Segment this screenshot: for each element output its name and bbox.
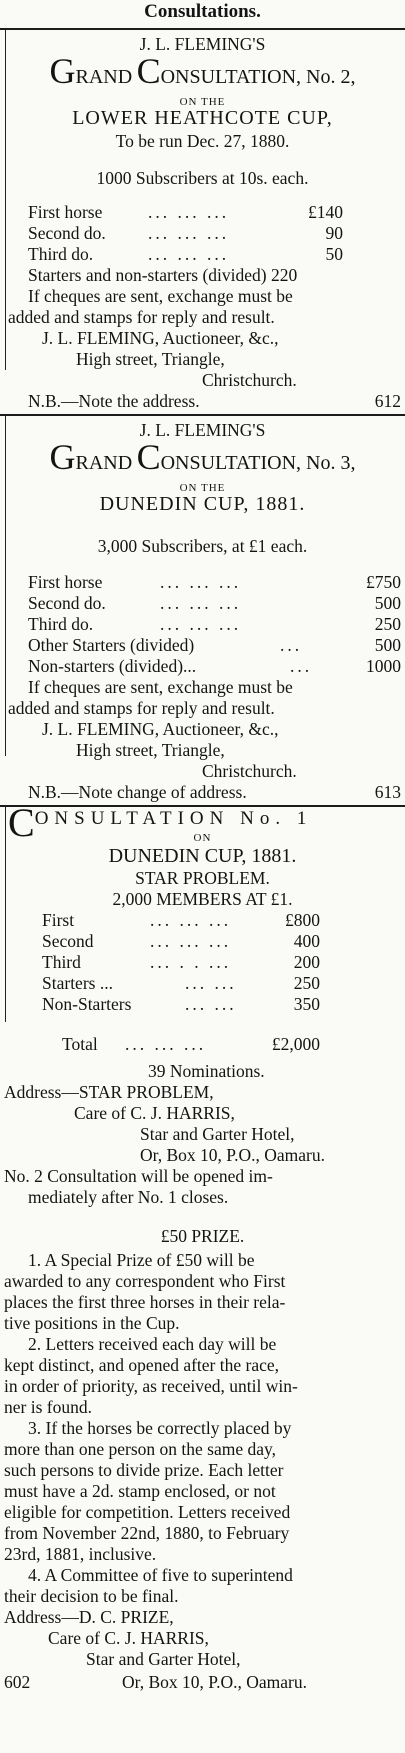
prize-amount: £750 <box>366 572 401 592</box>
prize-dots: ... <box>280 635 303 655</box>
event-name: DUNEDIN CUP, 1881. <box>99 493 306 515</box>
ad-heading <box>0 437 405 478</box>
total-label: Total <box>62 1034 98 1054</box>
prize-amount: £140 <box>308 202 343 222</box>
dropcap-c: C <box>8 800 35 845</box>
prize-label: Third <box>42 952 81 972</box>
prize-amount: 500 <box>374 635 401 655</box>
nb-note: N.B.—Note the address. <box>28 391 200 411</box>
rule-line: must have a 2d. stamp enclosed, or not <box>4 1481 276 1501</box>
prize-label: Non-Starters <box>42 994 132 1014</box>
prize-label: First <box>42 910 75 930</box>
address-line: Care of C. J. HARRIS, <box>48 1628 209 1648</box>
town: Christchurch. <box>202 761 297 781</box>
prize-dots: ... ... ... <box>148 244 230 264</box>
subscribers: 1000 Subscribers at 10s. each. <box>96 168 309 188</box>
issuer: J. L. FLEMING'S <box>139 34 266 54</box>
rule-line: kept distinct, and opened after the race, <box>4 1355 280 1375</box>
heading-word: ONSULTATION, No. 2, <box>160 66 356 88</box>
heading-word: RAND <box>75 66 133 88</box>
address-line: Or, Box 10, P.O., Oamaru. <box>122 1672 307 1692</box>
rule-line: in order of priority, as received, until win- <box>4 1376 298 1396</box>
prize-dots: ... ... ... <box>150 931 232 951</box>
rule-line: 3. If the horses be correctly placed by <box>28 1418 292 1438</box>
prize-label: First horse <box>28 572 103 592</box>
event-name: LOWER HEATHCOTE CUP, <box>72 107 333 129</box>
prize-title: £50 PRIZE. <box>160 1226 245 1246</box>
prize-label: Other Starters (divided) <box>28 635 195 655</box>
address-line: Care of C. J. HARRIS, <box>74 1103 235 1123</box>
address-line: Or, Box 10, P.O., Oamaru. <box>140 1145 325 1165</box>
rule-line: 1. A Special Prize of £50 will be <box>28 1250 255 1270</box>
address-line: Star and Garter Hotel, <box>86 1649 241 1669</box>
prize-dots: ... . . ... <box>150 952 232 972</box>
prize-amount: 200 <box>293 952 320 972</box>
cheque-note: If cheques are sent, exchange must be <box>28 286 293 306</box>
on-the: ON THE <box>179 96 226 108</box>
subscribers: 3,000 Subscribers, at £1 each. <box>97 536 308 556</box>
top-rule <box>0 28 405 30</box>
members: 2,000 MEMBERS AT £1. <box>112 889 293 909</box>
cheque-note: added and stamps for reply and result. <box>8 698 275 718</box>
rule-line: from November 22nd, 1880, to February <box>4 1523 290 1543</box>
ad-ref: 613 <box>374 782 401 802</box>
address-line: Address—D. C. PRIZE, <box>4 1607 174 1627</box>
prize-label: Third do. <box>28 244 94 264</box>
section-title: Consultations. <box>144 1 261 22</box>
advert-divider <box>0 414 405 416</box>
prize-dots: ... ... <box>185 994 237 1014</box>
nominations: 39 Nominations. <box>148 1061 265 1081</box>
note-line: mediately after No. 1 closes. <box>28 1187 229 1207</box>
prize-amount: 1000 <box>366 656 401 676</box>
prize-label: First horse <box>28 202 103 222</box>
total-amount: £2,000 <box>271 1034 320 1054</box>
rule-line: 4. A Committee of five to superintend <box>28 1565 293 1585</box>
dropcap-c: C <box>136 437 161 477</box>
total-dots: ... ... ... <box>125 1034 207 1054</box>
on-the: ON THE <box>179 482 226 494</box>
prize-amount: 250 <box>293 973 320 993</box>
prize-label: Starters ... <box>42 973 113 993</box>
cheque-note: added and stamps for reply and result. <box>8 307 275 327</box>
rule-line: places the first three horses in their rela- <box>4 1292 286 1312</box>
dropcap-c: C <box>136 51 161 91</box>
prize-amount: 50 <box>325 244 343 264</box>
prize-amount: £800 <box>285 910 320 930</box>
rule-line: awarded to any correspondent who First <box>4 1271 286 1291</box>
auctioneer: J. L. FLEMING, Auctioneer, &c., <box>42 719 279 739</box>
on: ON <box>193 832 212 844</box>
ad-heading <box>0 51 405 92</box>
prize-dots: ... ... <box>185 973 237 993</box>
nb-note: N.B.—Note change of address. <box>28 782 247 802</box>
prize-label: Second <box>42 931 94 951</box>
rule-line: 23rd, 1881, inclusive. <box>4 1544 157 1564</box>
rule-line: their decision to be final. <box>4 1586 179 1606</box>
run-date: To be run Dec. 27, 1880. <box>115 131 290 151</box>
prize-label: Second do. <box>28 593 106 613</box>
heading-word: ONSULTATION, No. 3, <box>160 452 356 474</box>
ad-ref: 612 <box>374 391 401 411</box>
rule-line: eligible for competition. Letters received <box>4 1502 291 1522</box>
rule-line: tive positions in the Cup. <box>4 1313 180 1333</box>
prize-dots: ... ... ... <box>148 202 230 222</box>
prize-dots: ... ... ... <box>160 614 242 634</box>
auctioneer: J. L. FLEMING, Auctioneer, &c., <box>42 328 279 348</box>
prize-dots: ... ... ... <box>150 910 232 930</box>
ad-ref: 602 <box>4 1672 31 1692</box>
event-name: DUNEDIN CUP, 1881. <box>108 845 297 867</box>
heading-word: RAND <box>75 452 133 474</box>
dropcap-g: G <box>49 437 76 477</box>
dropcap-g: G <box>49 51 76 91</box>
advert-divider <box>0 805 405 807</box>
prize-amount: 350 <box>293 994 320 1014</box>
prize-amount: 90 <box>325 223 343 243</box>
rule-line: such persons to divide prize. Each letter <box>4 1460 284 1480</box>
prize-amount: 400 <box>293 931 320 951</box>
issuer: J. L. FLEMING'S <box>139 420 266 440</box>
prize-dots: ... ... ... <box>160 593 242 613</box>
starters-line: Starters and non-starters (divided) 220 <box>28 265 298 285</box>
prize-amount: 250 <box>374 614 401 634</box>
consultation-name: STAR PROBLEM. <box>135 868 270 888</box>
prize-label: Non-starters (divided)... <box>28 656 197 676</box>
prize-label: Second do. <box>28 223 106 243</box>
prize-dots: ... ... ... <box>160 572 242 592</box>
prize-amount: 500 <box>374 593 401 613</box>
town: Christchurch. <box>202 370 297 390</box>
cheque-note: If cheques are sent, exchange must be <box>28 677 293 697</box>
heading-word: ONSULTATION No. 1 <box>34 808 313 829</box>
address-line: Star and Garter Hotel, <box>140 1124 295 1144</box>
prize-label: Third do. <box>28 614 94 634</box>
street: High street, Triangle, <box>76 349 225 369</box>
street: High street, Triangle, <box>76 740 225 760</box>
rule-line: ner is found. <box>4 1397 92 1417</box>
rule-line: 2. Letters received each day will be <box>28 1334 277 1354</box>
prize-dots: ... ... ... <box>148 223 230 243</box>
prize-dots: ... <box>290 656 313 676</box>
rule-line: more than one person on the same day, <box>4 1439 276 1459</box>
note-line: No. 2 Consultation will be opened im- <box>4 1166 273 1186</box>
address-line: Address—STAR PROBLEM, <box>4 1082 214 1102</box>
